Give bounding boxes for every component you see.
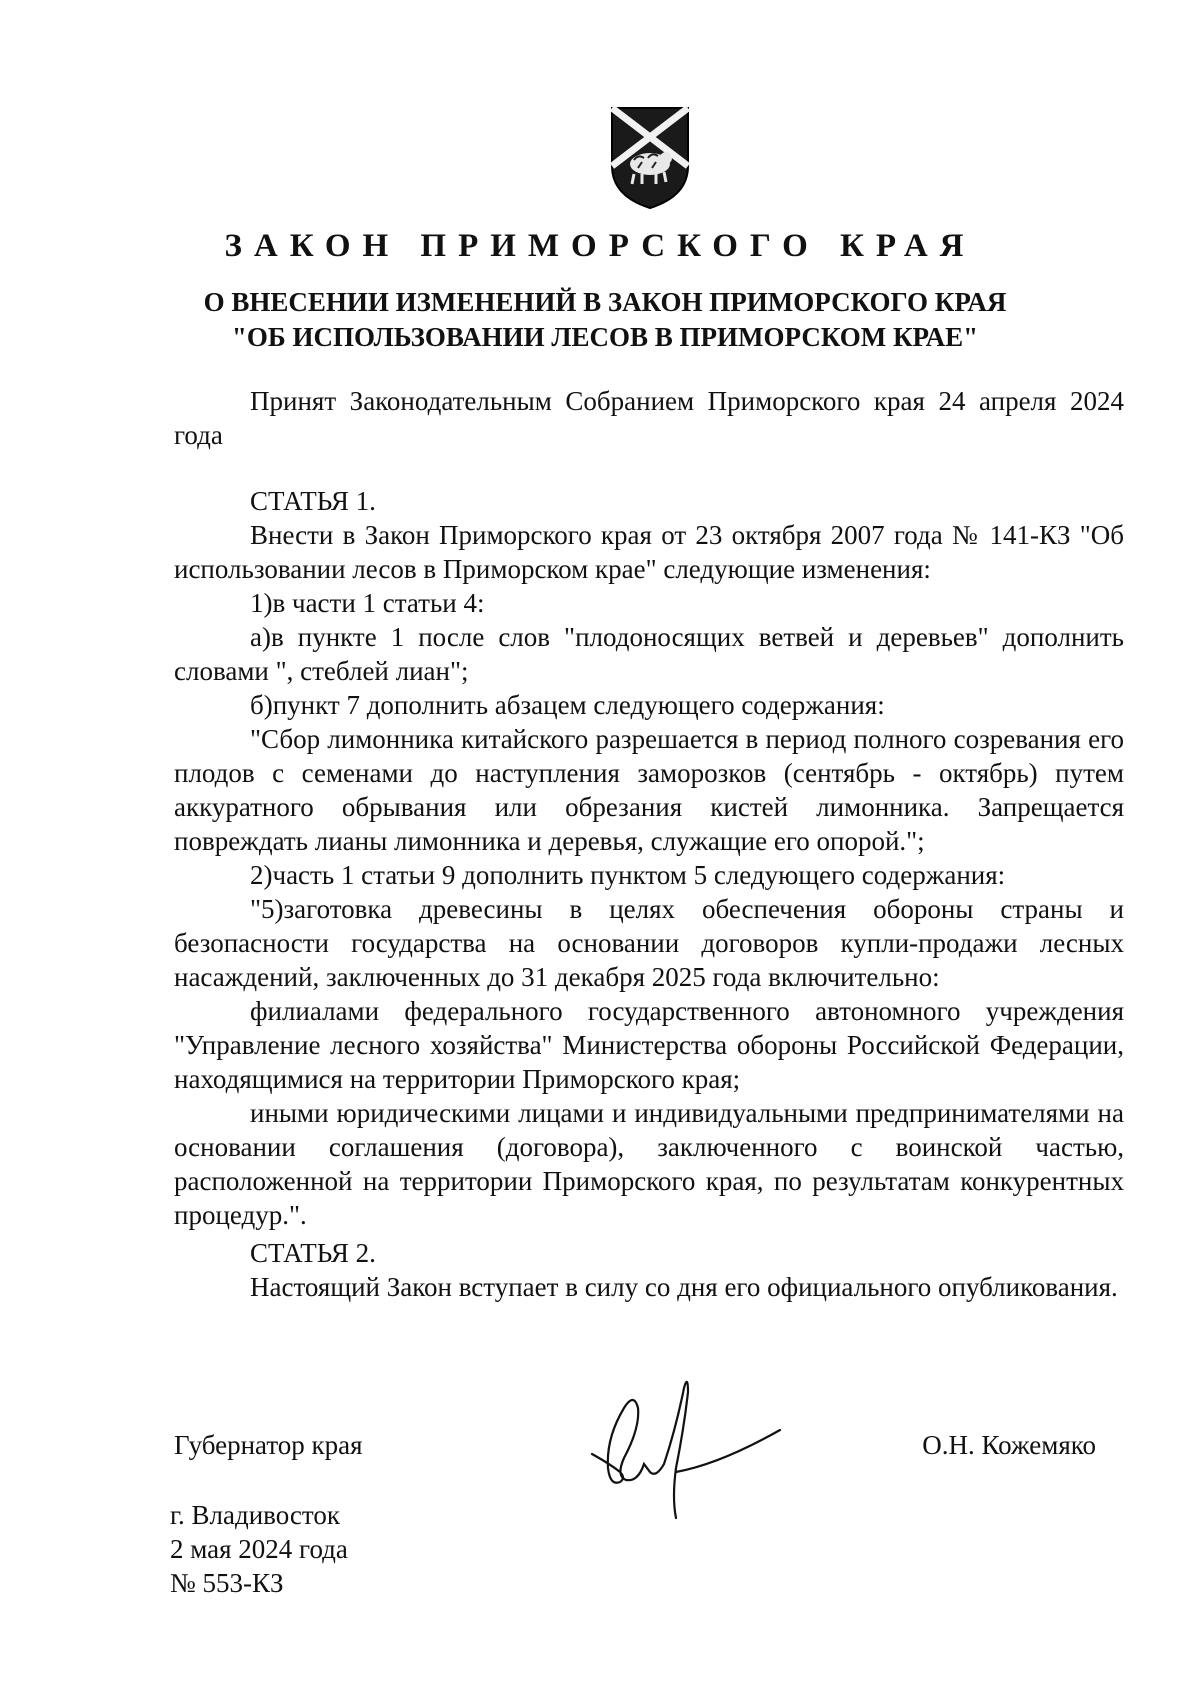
law-number: № 553-КЗ xyxy=(170,1568,284,1598)
article-1-paragraph: 2)часть 1 статьи 9 дополнить пунктом 5 следующего содержания: xyxy=(250,860,1006,890)
law-subtitle-line-1: О ВНЕСЕНИИ ИЗМЕНЕНИЙ В ЗАКОН ПРИМОРСКОГО КРАЯ xyxy=(203,287,1007,317)
article-1-paragraph: иными юридическими лицами и индивидуальными предпринимателями на основании соглашения (договора), заключенного с воинской частью, расположенной на территории Приморского края, по результатам конкурентных процедур.". xyxy=(174,1098,1124,1230)
signing-date: 2 мая 2024 года xyxy=(170,1534,348,1564)
law-subtitle-line-2: "ОБ ИСПОЛЬЗОВАНИИ ЛЕСОВ В ПРИМОРСКОМ КРАЕ" xyxy=(231,322,979,352)
article-1-paragraph: "Сбор лимонника китайского разрешается в период полного созревания его плодов с семенами до наступления заморозков (сентябрь - октябрь) путем аккуратного обрывания или обрезания кистей лимонника. Запрещается повреждать лианы лимонника и деревья, служащие его опорой."; xyxy=(174,724,1124,856)
article-1-paragraph: филиалами федерального государственного автономного учреждения "Управление лесного хозяйства" Министерства обороны Российской Федерации, находящимися на территории Приморского края; xyxy=(174,996,1124,1094)
article-1-paragraph: Внести в Закон Приморского края от 23 октября 2007 года № 141-КЗ "Об использовании лесов в Приморском крае" следующие изменения: xyxy=(174,520,1124,584)
adoption-note-block xyxy=(174,384,1124,452)
article-2-text: Настоящий Закон вступает в силу со дня его официального опубликования. xyxy=(250,1272,1118,1302)
governor-name: О.Н. Кожемяко xyxy=(922,1430,1096,1460)
article-2-heading: СТАТЬЯ 2. xyxy=(250,1238,376,1268)
handwritten-signature-icon xyxy=(580,1368,800,1528)
article-1-paragraph: а)в пункте 1 после слов "плодоносящих ветвей и деревьев" дополнить словами ", стеблей лиан"; xyxy=(174,622,1124,686)
article-1-paragraph: б)пункт 7 дополнить абзацем следующего содержания: xyxy=(250,690,885,720)
document-footer xyxy=(170,1498,348,1600)
article-2 xyxy=(174,1236,1124,1304)
adoption-note: Принят Законодательным Собранием Приморского края 24 апреля 2024 года xyxy=(174,386,1124,450)
governor-label: Губернатор края xyxy=(174,1430,363,1460)
article-1-paragraph: 1)в части 1 статьи 4: xyxy=(250,588,485,618)
coat-of-arms-icon xyxy=(608,104,692,212)
city: г. Владивосток xyxy=(170,1500,340,1530)
article-1 xyxy=(174,484,1124,1232)
article-1-heading: СТАТЬЯ 1. xyxy=(250,486,376,516)
article-1-paragraph: "5)заготовка древесины в целях обеспечения обороны страны и безопасности государства на основании договоров купли-продажи лесных насаждений, заключенных до 31 декабря 2025 года включительно: xyxy=(174,894,1124,992)
law-title: ЗАКОН ПРИМОРСКОГО КРАЯ xyxy=(224,228,976,264)
